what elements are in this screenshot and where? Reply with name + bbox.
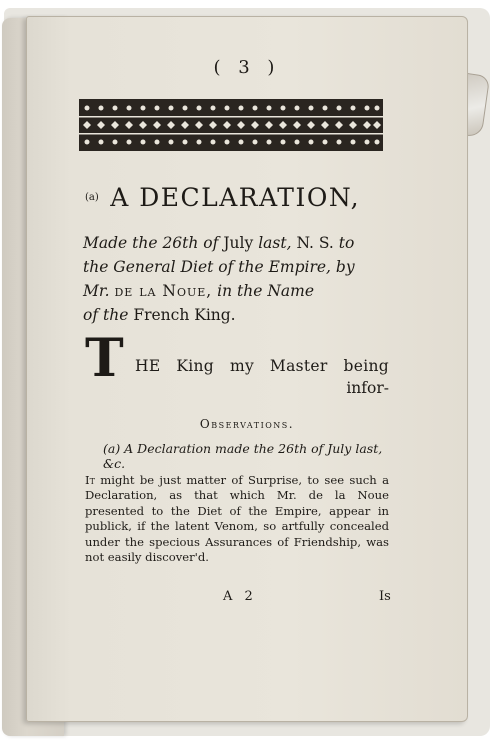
footnote-mark: (a) [85,192,99,203]
subtitle-line-2: the General Diet of the Empire, by [83,258,355,276]
paragraph-text: might be just matter of Surprise, to see such a Declaration, as that which Mr. de la Noue presented to the Diet of the Empire, appear in publick, if the latent Venom, so artfully concealed under the specious Assurances of Friendship, was not easily discover'd. [85,473,389,565]
page-number: ( 3 ) [213,57,281,78]
subtitle-line-3: Mr. de la Noue, in the Name [83,282,315,300]
signature-mark: A 2 [223,589,257,604]
declaration-subtitle [83,231,399,327]
subtitle-line-1: Made the 26th of July last, N. S. to [83,234,355,252]
ornamental-headpiece [79,99,383,151]
book-page [26,16,468,722]
paragraph-lead: It [85,473,95,487]
observations-reference: (a) A Declaration made the 26th of July last, &c. [103,441,383,471]
title-text: A DECLARATION, [110,183,361,212]
drop-cap: T [85,328,124,389]
body-text-line-1: HE King my Master being [135,357,389,375]
observation-paragraph [85,473,389,565]
observations-heading: Observations. [199,417,295,431]
body-text-line-2: infor- [346,379,389,397]
subtitle-line-4: of the French King. [83,306,236,324]
catchword: Is [379,589,391,604]
declaration-title [85,183,425,212]
